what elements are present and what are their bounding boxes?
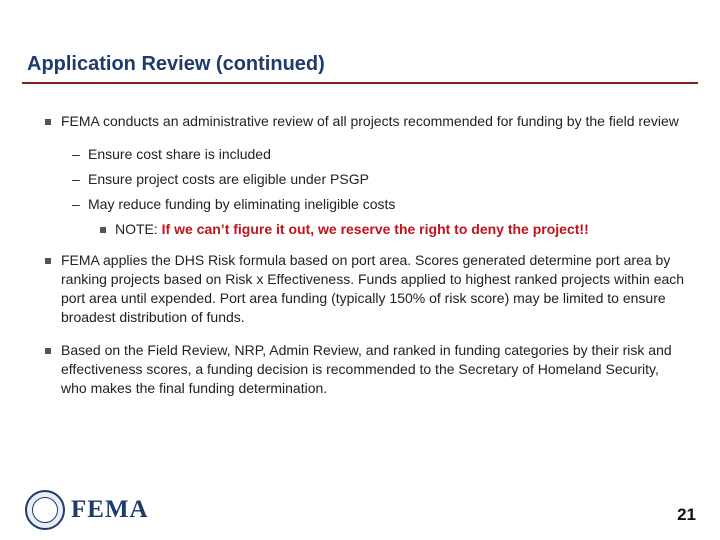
fema-logo xyxy=(25,490,149,530)
bullet-risk-formula xyxy=(45,251,685,327)
dhs-seal-icon xyxy=(25,490,65,530)
slide-title: Application Review (continued) xyxy=(27,53,325,75)
bullet-text: Based on the Field Review, NRP, Admin Review, and ranked in funding categories by their risk and effectiveness scores, a funding decision is recommended to the Secretary of Homeland Security, who makes the final funding determination. xyxy=(61,342,672,396)
note-warning-text: If we can’t figure it out, we reserve the right to deny the project!! xyxy=(161,221,589,237)
bullet-text: FEMA conducts an administrative review of all projects recommended for funding by the field review xyxy=(61,113,679,129)
square-bullet-icon xyxy=(45,258,51,264)
title-divider xyxy=(22,82,698,84)
dash-bullet-icon: – xyxy=(72,171,80,187)
sub-bullet-text: Ensure project costs are eligible under PSGP xyxy=(88,171,369,187)
logo-text: FEMA xyxy=(71,496,149,523)
note-bullet xyxy=(100,220,685,239)
sub-bullet-eligible-costs xyxy=(45,170,685,189)
sub-bullet-cost-share xyxy=(45,145,685,164)
sub-bullet-reduce-funding xyxy=(45,195,685,214)
note-label: NOTE: xyxy=(115,221,162,237)
bullet-funding-decision xyxy=(45,341,685,398)
sub-bullet-text: Ensure cost share is included xyxy=(88,146,271,162)
dash-bullet-icon: – xyxy=(72,146,80,162)
dash-bullet-icon: – xyxy=(72,196,80,212)
bullet-text: FEMA applies the DHS Risk formula based on port area. Scores generated determine port area by ranking projects based on Risk x Effectiveness. Funds applied to highest ranked projects within each port area until expended. Port area funding (typically 150% of risk score) may be limited to ensure broadest distribution of funds. xyxy=(61,252,685,325)
square-bullet-icon xyxy=(45,348,51,354)
page-number: 21 xyxy=(677,505,696,524)
square-bullet-icon xyxy=(45,119,51,125)
sub-bullet-text: May reduce funding by eliminating ineligible costs xyxy=(88,196,396,212)
bullet-admin-review xyxy=(45,112,685,131)
slide-content xyxy=(45,112,685,412)
square-bullet-icon xyxy=(100,227,106,233)
